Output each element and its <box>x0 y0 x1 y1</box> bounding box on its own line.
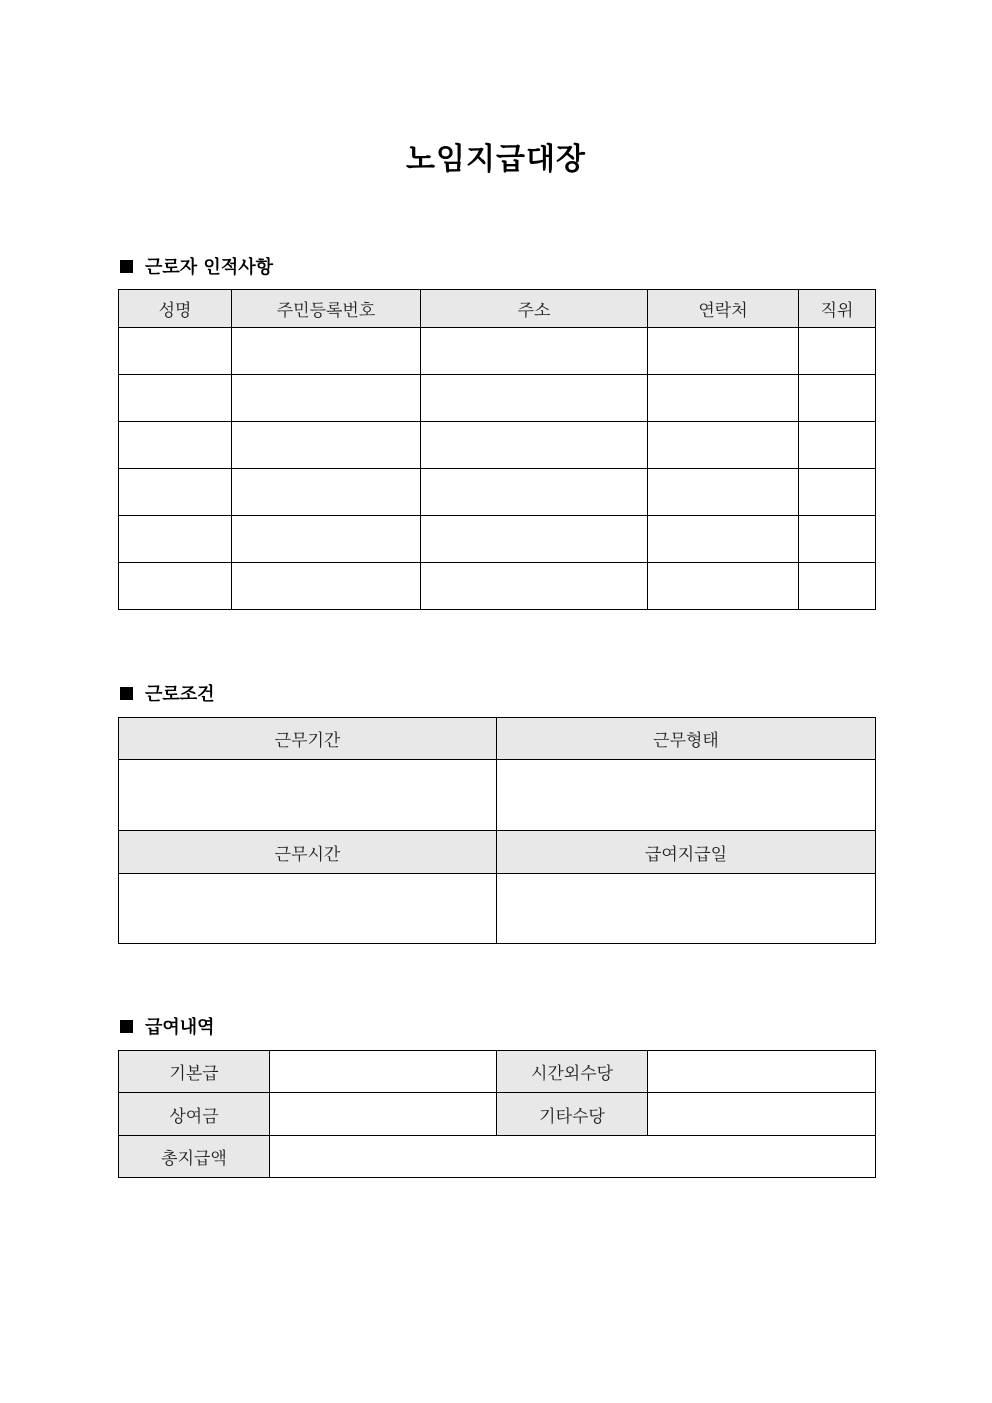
other-allowance-cell[interactable] <box>648 1093 876 1136</box>
table-row <box>119 1051 876 1093</box>
resident-number-cell[interactable] <box>232 469 421 516</box>
work-type-cell[interactable] <box>497 760 876 831</box>
address-cell[interactable] <box>421 516 648 563</box>
base-pay-label: 기본급 <box>119 1051 270 1093</box>
position-cell[interactable] <box>799 375 876 422</box>
total-pay-label: 총지급액 <box>119 1136 270 1178</box>
address-cell[interactable] <box>421 469 648 516</box>
bonus-cell[interactable] <box>270 1093 497 1136</box>
position-cell[interactable] <box>799 422 876 469</box>
work-conditions-heading <box>120 680 215 706</box>
square-bullet-icon <box>120 260 133 273</box>
contact-cell[interactable] <box>648 422 799 469</box>
address-cell[interactable] <box>421 375 648 422</box>
table-row <box>119 516 876 563</box>
worker-info-heading-label: 근로자 인적사항 <box>145 257 273 278</box>
table-row <box>119 422 876 469</box>
square-bullet-icon <box>120 1020 133 1033</box>
table-row <box>119 469 876 516</box>
address-cell[interactable] <box>421 328 648 375</box>
resident-number-cell[interactable] <box>232 328 421 375</box>
overtime-pay-label: 시간외수당 <box>497 1051 648 1093</box>
name-cell[interactable] <box>119 422 232 469</box>
table-row <box>119 1136 876 1178</box>
base-pay-cell[interactable] <box>270 1051 497 1093</box>
work-period-cell[interactable] <box>119 760 497 831</box>
name-cell[interactable] <box>119 469 232 516</box>
col-position: 직위 <box>799 290 876 328</box>
position-cell[interactable] <box>799 469 876 516</box>
payday-cell[interactable] <box>497 874 876 944</box>
resident-number-cell[interactable] <box>232 422 421 469</box>
position-cell[interactable] <box>799 328 876 375</box>
contact-cell[interactable] <box>648 469 799 516</box>
other-allowance-label: 기타수당 <box>497 1093 648 1136</box>
square-bullet-icon <box>120 687 133 700</box>
col-address: 주소 <box>421 290 648 328</box>
contact-cell[interactable] <box>648 563 799 610</box>
work-type-label: 근무형태 <box>497 718 876 760</box>
position-cell[interactable] <box>799 516 876 563</box>
pay-details-table <box>118 1050 876 1178</box>
col-contact: 연락처 <box>648 290 799 328</box>
resident-number-cell[interactable] <box>232 375 421 422</box>
col-resident-number: 주민등록번호 <box>232 290 421 328</box>
table-header-row <box>119 831 876 874</box>
name-cell[interactable] <box>119 516 232 563</box>
contact-cell[interactable] <box>648 375 799 422</box>
address-cell[interactable] <box>421 422 648 469</box>
table-row <box>119 563 876 610</box>
contact-cell[interactable] <box>648 328 799 375</box>
work-conditions-table <box>118 717 876 944</box>
table-row <box>119 375 876 422</box>
resident-number-cell[interactable] <box>232 516 421 563</box>
table-row <box>119 1093 876 1136</box>
table-header-row <box>119 290 876 328</box>
name-cell[interactable] <box>119 563 232 610</box>
col-name: 성명 <box>119 290 232 328</box>
position-cell[interactable] <box>799 563 876 610</box>
pay-details-heading <box>120 1013 215 1039</box>
address-cell[interactable] <box>421 563 648 610</box>
worker-info-table <box>118 289 876 610</box>
table-row <box>119 760 876 831</box>
name-cell[interactable] <box>119 375 232 422</box>
payday-label: 급여지급일 <box>497 831 876 874</box>
work-period-label: 근무기간 <box>119 718 497 760</box>
resident-number-cell[interactable] <box>232 563 421 610</box>
work-conditions-heading-label: 근로조건 <box>145 684 215 705</box>
name-cell[interactable] <box>119 328 232 375</box>
bonus-label: 상여금 <box>119 1093 270 1136</box>
table-header-row <box>119 718 876 760</box>
work-hours-cell[interactable] <box>119 874 497 944</box>
contact-cell[interactable] <box>648 516 799 563</box>
table-row <box>119 874 876 944</box>
pay-details-heading-label: 급여내역 <box>145 1017 215 1038</box>
total-pay-cell[interactable] <box>270 1136 876 1178</box>
table-row <box>119 328 876 375</box>
worker-info-heading <box>120 253 273 279</box>
page-title: 노임지급대장 <box>406 142 586 177</box>
overtime-pay-cell[interactable] <box>648 1051 876 1093</box>
work-hours-label: 근무시간 <box>119 831 497 874</box>
